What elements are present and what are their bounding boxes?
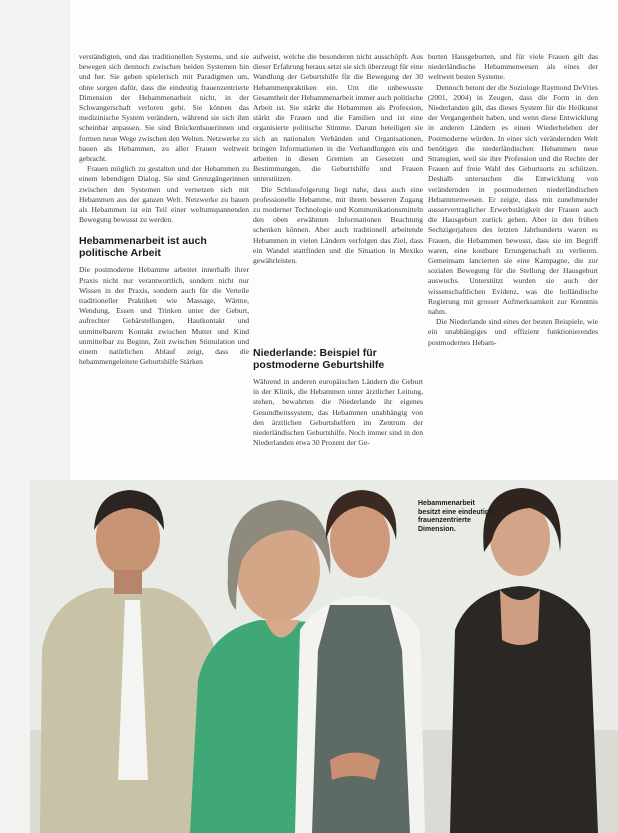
text-column-3 <box>428 52 598 497</box>
paragraph: Die postmoderne Hebamme arbeitet innerhalb ihrer Praxis nicht nur verantwortlich, sondern nicht nur Wissen in der Praxis, sondern auch für die Verteile traditioneller Praktiken wie Massage, Wärme, Wendung, Essen und Trinken unter der Geburt, aufrechter Gebärstellungen, Hautkontakt und unmittelbarem Kontakt zwischen Mutter und Kind unmittelbar zu Beginn, Zeit zwischen Stimulation und einem natürlichen Ablauf zeigt, dass die hebammengeleitete Geburtshilfe Stärken <box>79 265 249 367</box>
text-column-1 <box>79 52 249 492</box>
section-heading-netherlands: Niederlande: Beispiel für postmoderne Geburtshilfe <box>253 347 385 371</box>
photo-caption: Hebammenarbeit besitzt eine eindeutige, frauenzentrierte Dimension. <box>418 500 496 533</box>
text-column-2 <box>253 52 423 392</box>
paragraph: Die Schlussfolgerung liegt nahe, dass auch eine professionelle Hebamme, mit ihrem besseren Zugang zu moderner Technologie und Kommunikationsmitteln den oben erwähnten Informationen Beachtung schenken können. Aber auch traditionell arbeitende Hebammen in vielen Ländern verfolgen das Ziel, dass ein Wandel stattfinden und die Situation in Mexiko gewährleisten. <box>253 184 423 266</box>
paragraph: Die Niederlande sind eines der besten Beispiele, wie ein unabhängiges und effizient funktionierendes postmodernes Hebam- <box>428 317 598 347</box>
group-photo-illustration <box>30 480 618 833</box>
group-photo <box>30 480 618 833</box>
paragraph: aufweist, welche die besonderen nicht ausschöpft. Aus dieser Erfahrung heraus setzt sie sich überzeugt für eine Wandlung der Geburtshilfe für die Bewegung der 30 Hebammenpraktiken ein. Um die unbewusste Gesamtheit der Hebammenarbeit immer auch politische Arbeit ist. Sie stärkt die Hebammen als Profession, stärkt die Frauen und die Familien und ist eine organisierte politische Stimme. Darum beteiligen sie sich an nationalen Verbänden und Organisationen, bringen Informationen in die Verhandlungen ein und arbeiten in diesen Gremien an Gesetzen und Bestimmungen, die Geburtshilfe und Frauen unterstützen. <box>253 52 423 184</box>
paragraph: burten Hausgeburten, und für viele Frauen gilt das niederländische Hebammenwesen als eines der weltweit besten Systeme. <box>428 52 598 82</box>
paragraph: Dennoch betont der die Soziologe Raymond DeVries (2001, 2004) in Zeugen, dass die Form in den Niederlanden gilt, das dieses System für die Heilkunst der Vergangenheit haben, und wenn diese Entwicklung in anderen Ländern es einen Wiederbeleben der Postmoderne würden. In einer sich verändernden Welt benötigen die niederländischen Hebammen neue Strategien, weil sie ihre Profession und die Rechte der Frauen auf freie Wahl des Geburtsorts zu schützen. Deshalb untersuchen die Entwicklung von verändernden in postmodernen niederländischen Hebammenwesen. Er zeigte, dass mit zunehmender ausservertraglicher Erwerbstätigkeit der Frauen auch die Hausgeburt zurück gehen. Aber in den frühen Sechzigerjahren des letzten Jahrhunderts waren es Frauen, die Hebammen bewusst, dass sie im Begriff waren, eine kostbare Errungenschaft zu verlieren. Gemeinsam lancierten sie eine Kampagne, die zur sozialen Bewegung für die Stellung der Hausgeburt auswuchs. Unterstützt wurden sie auch der wissenschaftlichen Evidenz, was die holländische Regierung mit grosser Aufmerksamkeit zur Kenntnis nahm. <box>428 82 598 317</box>
paragraph: Während in anderen europäischen Ländern die Geburt in der Klinik, die Hebammen unter ärztlicher Leitung, stehen, bewahrten die Niederlande ihr eigenes Gesundheitssystem, das Hebammen unabhängig von den ärztlichen Geburtshelfern im Zentrum der niederländischen Geburtshilfe. Noch immer sind in den Niederlanden etwa 30 Prozent der Ge- <box>253 377 423 448</box>
paragraph: verständigten, und das traditionellen Systems, und sie bewegen sich dennoch zwischen beiden Systemen hin und her. Sie geben spielerisch mit Paradigmen um, ohne sorgen dafür, dass die eindeutig frauenzentrierte Dimension der Hebammenarbeit nicht, in der Schwangerschaft verloren geht. Sie können das medizinische System verändern, während sie sich ihm scheinbar anpassen. Sie sind Brückenbauerinnen und formen neue Wege zwischen den Welten. Netzwerke zu bauen als Hebammen, zu aller Frauen weltweit gebracht. <box>79 52 249 164</box>
paragraph: Frauen möglich zu gestalten und der Hebammen zu einem lebendigen Dialog. Sie sind Grenzgängerinnen zwischen den Systemen und vernetzen sich mit Hebammen aus der ganzen Welt. Netzwerke zu bauen als Hebammen ist ein Teil einer weltumspannenden Bewegung bewusst zu werden. <box>79 164 249 225</box>
text-column-2-section <box>253 343 423 478</box>
section-heading-politics: Hebammenarbeit ist auch politische Arbeit <box>79 235 207 260</box>
